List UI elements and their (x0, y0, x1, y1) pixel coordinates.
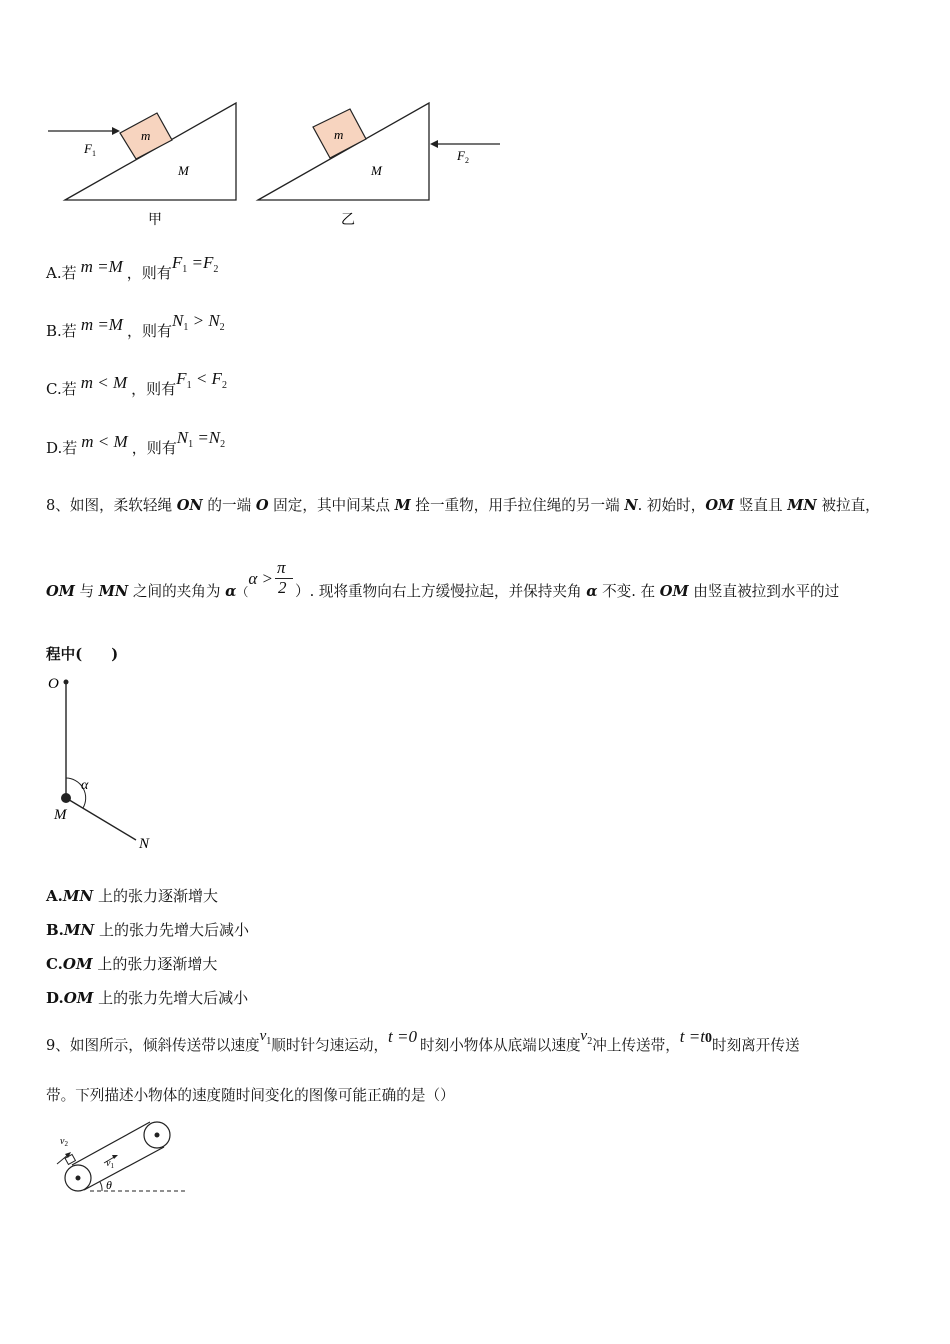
label-o: O (48, 676, 59, 692)
rope-figure (44, 668, 174, 858)
option-condition: m < M (80, 373, 128, 392)
q8-stem-line1: 8、如图，柔软轻绳 ON 的一端 O 固定，其中间某点 M 拴一重物，用手拉住绳的另一端 N. 初始时，OM 竖直且 MN 被拉直， (46, 497, 880, 514)
option-condition: m =M (80, 257, 123, 276)
caption-right: 乙 (341, 213, 355, 228)
label-v1: $v_1$ (106, 1158, 114, 1170)
label-theta: θ (106, 1178, 112, 1192)
pulley-bottom-axle (76, 1176, 81, 1181)
label-v2: $v_2$ (60, 1136, 68, 1148)
force-left-label: $F_1$ (84, 141, 96, 158)
conveyor-figure (52, 1118, 192, 1200)
option-result: $N_1 > N_2$ (172, 311, 225, 333)
v1-arrow-head (112, 1155, 118, 1159)
option-mid: ，则有 (126, 322, 172, 340)
option-condition: m < M (81, 432, 128, 451)
pulley-top-axle (155, 1133, 160, 1138)
option-pre: 若 (62, 439, 78, 457)
q8-stem-line3: 程中( ) (46, 646, 119, 663)
label-n: N (139, 836, 150, 852)
label-alpha: α (81, 778, 89, 793)
q8-option-b[interactable]: B.MN 上的张力先增大后减小 (46, 921, 250, 939)
option-letter: D. (46, 439, 63, 457)
force-arrow-right-head (430, 140, 438, 148)
option-result: $N_1 =N_2$ (176, 428, 226, 450)
q7-option-d[interactable] (46, 428, 226, 458)
rope-mn (66, 798, 136, 840)
q8-stem-line2: OM 与 MN 之间的夹角为 α（α > $\frac{\pi}{2}$ ）. 现将重物向右上方缓慢拉起，并保持夹角 α 不变. 在 OM 由竖直被拉到水平的过 (46, 558, 840, 600)
weight-m (61, 793, 71, 803)
option-pre: 若 (61, 264, 77, 282)
option-letter: C. (46, 380, 62, 398)
block-right-label: m (334, 127, 344, 142)
force-arrow-left-head (112, 127, 120, 135)
q9-stem-line2: 带。下列描述小物体的速度随时间变化的图像可能正确的是（） (46, 1087, 455, 1104)
option-condition: m =M (80, 315, 123, 334)
q7-option-b[interactable] (46, 311, 225, 341)
option-result: $F_1 =F_2$ (171, 253, 219, 275)
option-result: $F_1 < F_2$ (176, 369, 227, 391)
belt-bottom (84, 1147, 164, 1190)
label-m: M (54, 807, 67, 823)
block-left-label: m (141, 128, 151, 143)
q7-option-a[interactable] (46, 253, 219, 283)
option-mid: ，则有 (131, 439, 177, 457)
option-mid: ，则有 (131, 380, 177, 398)
option-pre: 若 (61, 322, 77, 340)
caption-left: 甲 (148, 213, 162, 228)
option-mid: ，则有 (126, 264, 172, 282)
option-letter: A. (46, 264, 62, 282)
wedge-left-label: M (178, 163, 189, 178)
q9-stem-line1: 9、如图所示，倾斜传送带以速度$v_1$顺时针匀速运动，t =0 时刻小物体从底端以速度$v_2$冲上传送带，t =t0时刻离开传送 (46, 1027, 800, 1054)
q8-option-a[interactable]: A.MN 上的张力逐渐增大 (46, 887, 218, 905)
force-right-label: $F_2$ (457, 148, 469, 165)
option-pre: 若 (61, 380, 77, 398)
q7-option-c[interactable] (46, 369, 227, 399)
incline-figure (40, 95, 510, 235)
theta-arc (100, 1182, 102, 1191)
wedge-right-label: M (371, 163, 382, 178)
q8-option-c[interactable]: C.OM 上的张力逐渐增大 (46, 955, 218, 973)
q8-option-d[interactable]: D.OM 上的张力先增大后减小 (46, 989, 249, 1007)
option-letter: B. (46, 322, 62, 340)
